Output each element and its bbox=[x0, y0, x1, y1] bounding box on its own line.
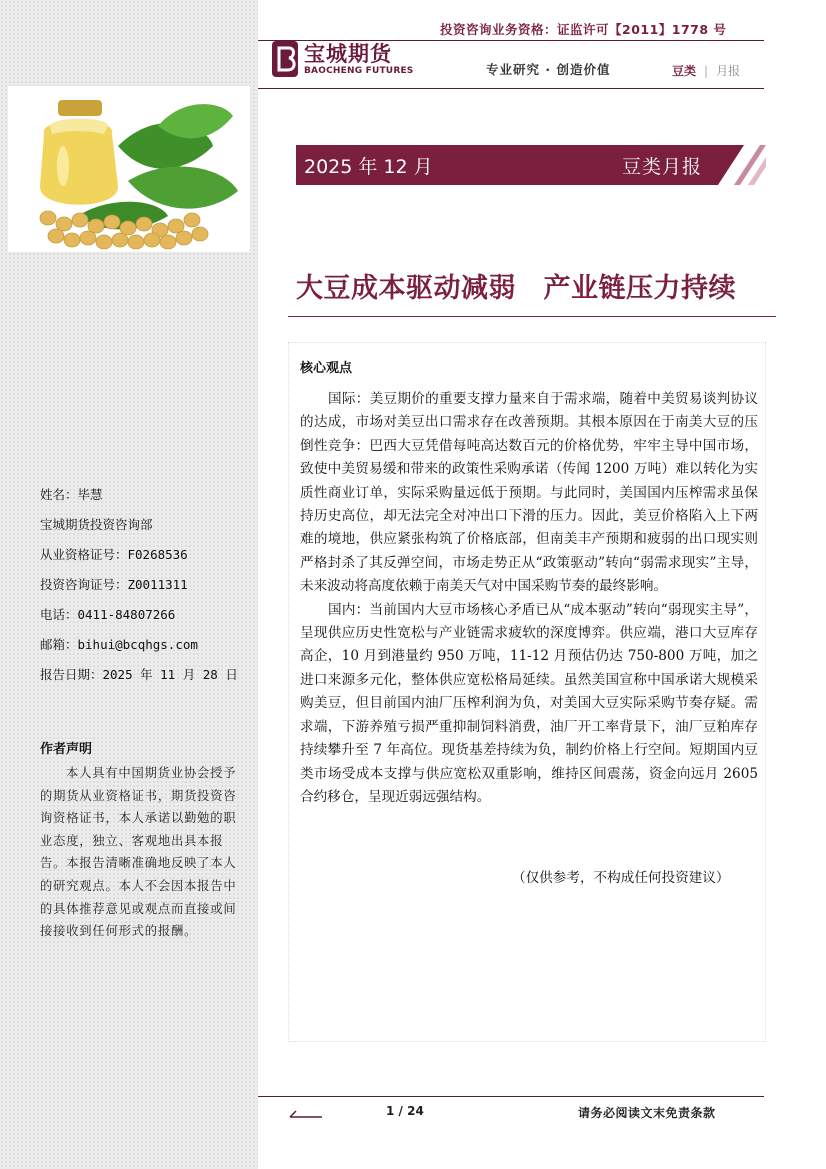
footer-note: 请务必阅读文末免责条款 bbox=[578, 1106, 716, 1120]
slogan: 专业研究 · 创造价值 bbox=[486, 62, 611, 77]
footer-arrow-icon bbox=[286, 1107, 326, 1121]
footer-divider bbox=[258, 1096, 764, 1097]
report-date: 报告日期：2025 年 11 月 28 日 bbox=[40, 667, 238, 682]
analyst-name: 姓名：毕慧 bbox=[40, 487, 103, 502]
category-inactive: 月报 bbox=[716, 64, 741, 78]
analyst-info bbox=[40, 486, 245, 696]
paragraph-domestic: 国内：当前国内大豆市场核心矛盾已从“成本驱动”转向“弱现实主导”，呈现供应历史性宽松与产业链需求疲软的深度博弈。供应端，港口大豆库存高企，10 月到港量约 950 万吨，11-12 月预估仍达 750-800 万吨，加之进口来源多元化，整体供应宽松格局延续。虽然美国宣称中国承诺大规模采购美豆，但目前国内油厂压榨利润为负，对美国大豆实际采购节奏存疑。需求端，下游养殖亏损严重抑制饲料消费，油厂开工率背景下，油厂豆粕库存持续攀升至 7 年高位。现货基差持续为负，制约价格上行空间。短期国内豆类市场受成本支撑与供应宽松双重影响，维持区间震荡，资金向远月 2605 合约移仓，呈现近弱远强结构。 bbox=[300, 601, 758, 805]
paragraph-international: 国际：美豆期价的重要支撑力量来自于需求端，随着中美贸易谈判协议的达成，市场对美豆出口需求存在改善预期。其根本原因在于南美大豆的压倒性竞争：巴西大豆凭借每吨高达数百元的价格优势，牢牢主导中国市场，致使中美贸易缓和带来的政策性采购承诺（传闻 1200 万吨）难以转化为实质性商业订单，实际采购量远低于预期。与此同时，美国国内压榨需求虽保持历史高位，却无法完全对冲出口下滑的压力。因此，美豆价格陷入上下两难的境地，供应紧张构筑了价格底部，但南美丰产预期和疲弱的出口现实则严格封杀了其反弹空间，市场走势正从“政策驱动”转向“弱需求现实”主导，未来波动将高度依赖于南美天气对中国采购节奏的最终影响。 bbox=[300, 391, 758, 595]
category-tag bbox=[672, 62, 740, 79]
category-separator: | bbox=[704, 64, 709, 78]
header-bottom-divider bbox=[258, 88, 764, 89]
email[interactable]: 邮箱：bihui@bcqhgs.com bbox=[40, 637, 198, 652]
page-number: 1 / 24 bbox=[386, 1104, 424, 1118]
disclaimer: （仅供参考，不构成任何投资建议） bbox=[512, 870, 730, 886]
phone: 电话：0411-84807266 bbox=[40, 607, 176, 622]
license-text: 投资咨询业务资格：证监许可【2011】1778 号 bbox=[440, 22, 727, 37]
advisory-number: 投资咨询证号：Z0011311 bbox=[40, 577, 188, 592]
analyst-department: 宝城期货投资咨询部 bbox=[40, 517, 153, 532]
soybean-oil-image bbox=[8, 86, 250, 252]
author-statement-heading: 作者声明 bbox=[40, 742, 93, 757]
title-rule bbox=[288, 316, 776, 317]
core-views bbox=[300, 388, 758, 809]
banner-report-type: 豆类月报 bbox=[622, 156, 703, 178]
qualification-number: 从业资格证号：F0268536 bbox=[40, 547, 188, 562]
logo-chinese-name: 宝城期货 bbox=[304, 42, 392, 66]
report-title: 大豆成本驱动减弱 产业链压力持续 bbox=[296, 273, 736, 304]
category-active: 豆类 bbox=[672, 64, 697, 78]
section-heading: 核心观点 bbox=[300, 361, 353, 376]
logo-english-name: BAOCHENG FUTURES bbox=[304, 66, 414, 76]
author-statement: 本人具有中国期货业协会授予的期货从业资格证书，期货投资咨询资格证书，本人承诺以勤勉的职业态度，独立、客观地出具本报告。本报告清晰准确地反映了本人的研究观点。本人不会因本报告中的具体推荐意见或观点而直接或间接接收到任何形式的报酬。 bbox=[40, 766, 237, 939]
banner-date: 2025 年 12 月 bbox=[304, 156, 433, 178]
sidebar bbox=[0, 0, 258, 1169]
